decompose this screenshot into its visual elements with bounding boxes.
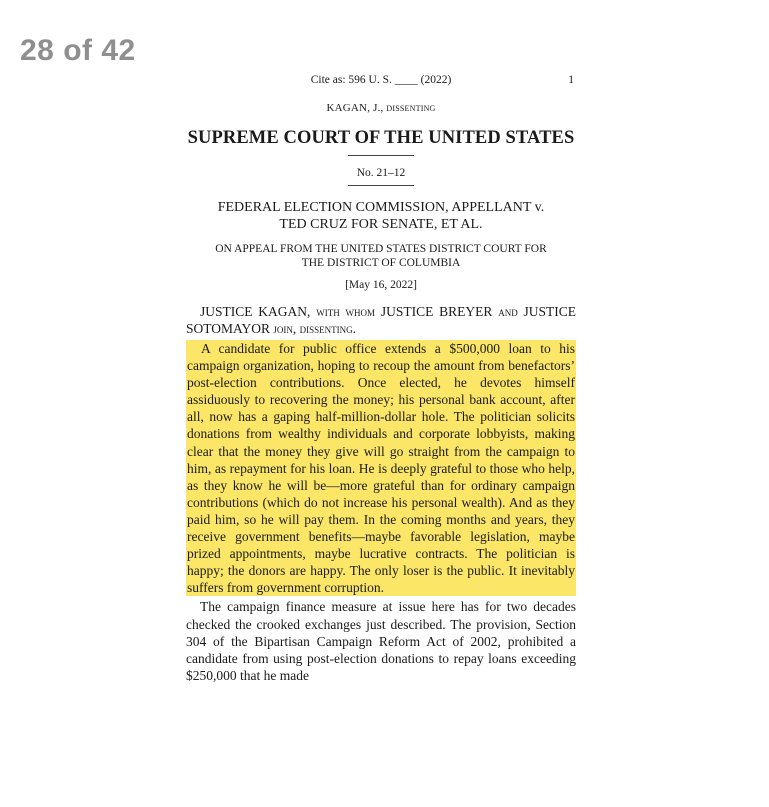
page-counter: 28 of 42 [20, 34, 136, 67]
citation: Cite as: 596 U. S. ____ (2022) [310, 74, 452, 86]
appeal-line-2: THE DISTRICT OF COLUMBIA [301, 257, 461, 269]
court-name: SUPREME COURT OF THE UNITED STATES [187, 128, 575, 148]
running-header [186, 74, 576, 92]
body-paragraph: The campaign finance measure at issue here has for two decades checked the crooked exchanges just described. The provision, Section 304 of the Bipartisan Campaign Reform Act of 2002, prohibited a candidate from using post-election donations to repay loans exceeding $250,000 that he made [186, 599, 576, 683]
case-parties [186, 199, 576, 233]
page-number: 1 [568, 74, 574, 86]
divider [348, 185, 414, 186]
appeal-line-1: ON APPEAL FROM THE UNITED STATES DISTRICT COURT FOR [215, 243, 547, 255]
parties-line-2: TED CRUZ FOR SENATE, ET AL. [279, 217, 483, 232]
opinion-author: KAGAN, J., dissenting [326, 102, 436, 114]
document-page [186, 74, 576, 684]
highlighted-paragraph: A candidate for public office extends a $500,000 loan to his campaign organization, hoping to recoup the amount from benefactors’ post-election contributions. Once elected, he devotes himself assiduously to recovering the money; his personal bank account, after all, now has a gaping half-million-dollar hole. The politician solicits donations from wealthy individuals and corporate lobbyists, making clear that the money they give will go straight from the campaign to him, as repayment for his loan. He is deeply grateful to those who help, as they know he will be—more grateful than for ordinary campaign contributions (which do not increase his personal wealth). And as they paid him, so he will pay them. In the coming months and years, they receive government benefits—maybe favorable legislation, maybe prized appointments, maybe lucrative contracts. The politician is happy; the donors are happy. The only loser is the public. It inevitably suffers from government corruption. [187, 341, 575, 596]
appeal-statement [186, 242, 576, 270]
parties-line-1: FEDERAL ELECTION COMMISSION, APPELLANT v. [217, 200, 545, 215]
docket-number: No. 21–12 [356, 167, 406, 179]
dissent-intro: JUSTICE KAGAN, with whom JUSTICE BREYER and JUSTICE SOTOMAYOR join, dissenting. [186, 304, 576, 336]
decision-date: [May 16, 2022] [345, 279, 417, 291]
divider [348, 155, 414, 156]
